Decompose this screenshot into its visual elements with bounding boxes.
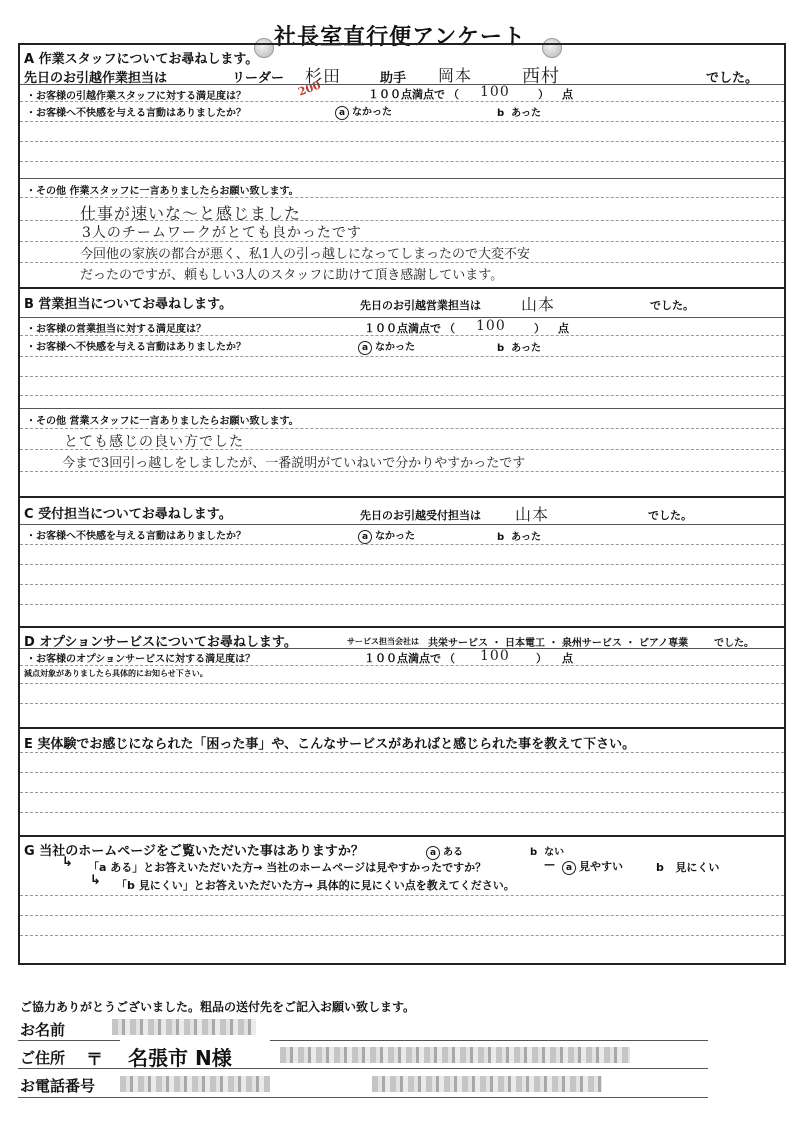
section-d-q1: ・お客様のオプションサービスに対する満足度は？ xyxy=(26,654,256,665)
circle-a-mark: a xyxy=(426,846,440,860)
section-g-sub1-dash: — xyxy=(544,858,555,871)
section-d-q2: 減点対象がありましたら具体的にお知らせ下さい。 xyxy=(24,669,208,678)
section-g-sub1-a[interactable]: a 見やすい xyxy=(562,858,623,875)
assistant-name-1: 岡本 xyxy=(438,66,473,85)
section-b-opt-a[interactable]: a なかった xyxy=(358,338,415,355)
page-title: 社長室直行便アンケート xyxy=(274,25,526,50)
arrow-right-icon: ↳ xyxy=(62,855,73,870)
section-a-opt-b[interactable]: b あった xyxy=(497,108,542,119)
section-a-q2: ・お客様へ不快感を与える言動はありましたか？ xyxy=(26,108,246,119)
section-b-paren-close: ） xyxy=(534,322,545,335)
section-c-staff-intro: 先日のお引越受付担当は xyxy=(360,509,481,522)
section-a-comment-3: 今回他の家族の都合が悪く、私1人の引っ越しになってしまったので大変不安 xyxy=(80,247,531,262)
section-b-q2: ・お客様へ不快感を与える言動はありましたか？ xyxy=(26,342,246,353)
section-a-score-value: 100 xyxy=(480,84,510,100)
leader-name: 杉田 xyxy=(305,67,341,87)
name-redacted xyxy=(112,1019,256,1035)
section-c-staff-name: 山本 xyxy=(515,505,550,524)
section-g-sub2: 「b 見にくい」とお答えいただいた方→ 具体的に見にくい点を教えてください。 xyxy=(116,879,515,892)
section-d-paren-close: ） xyxy=(536,652,547,665)
section-a-q3: ・その他 作業スタッフに一言ありましたらお願い致します。 xyxy=(26,186,299,197)
section-a-comment-4: だったのですが、頼もしい3人のスタッフに助けて頂き感謝しています。 xyxy=(80,268,504,283)
footer-postal-mark: 〒 xyxy=(86,1050,103,1070)
section-b-deshita: でした。 xyxy=(650,299,694,312)
footer-address-label: ご住所 xyxy=(20,1049,66,1067)
section-d-company-label: サービス担当会社は xyxy=(347,637,419,646)
section-c-heading: C 受付担当についてお尋ねします。 xyxy=(24,507,232,522)
section-e-heading: E 実体験でお感じになられた「困った事」や、こんなサービスがあればと感じられた事を教えて下さい。 xyxy=(24,737,636,752)
section-g-opt-a[interactable]: a ある xyxy=(426,843,463,860)
section-a-point: 点 xyxy=(562,88,573,101)
section-g-heading: G 当社のホームページをご覧いただいた事はありますか？ xyxy=(24,844,364,859)
address-redacted xyxy=(280,1047,630,1063)
section-b-staff-name: 山本 xyxy=(521,295,556,314)
section-a-comment-2: 3人のチームワークがとても良かったです xyxy=(82,225,362,241)
section-b-paren-open: （ xyxy=(444,322,455,335)
circle-a-mark: a xyxy=(562,861,576,875)
section-a-comment-1: 仕事が速いな～と感じました xyxy=(80,204,302,223)
section-a-heading: A 作業スタッフについてお尋ねします。 xyxy=(24,52,259,67)
circle-a-mark: a xyxy=(358,530,372,544)
phone-redacted-2 xyxy=(372,1076,602,1092)
section-g-opt-b[interactable]: b ない xyxy=(530,847,565,858)
section-a-deshita: でした。 xyxy=(706,71,759,86)
section-a-opt-a[interactable]: a なかった xyxy=(335,103,392,120)
section-g-sub1-b[interactable]: b 見にくい xyxy=(656,861,720,874)
section-d-deshita: でした。 xyxy=(714,638,754,649)
leader-label: リーダー xyxy=(232,71,285,86)
section-b-q1: ・お客様の営業担当に対する満足度は？ xyxy=(26,324,206,335)
section-c-deshita: でした。 xyxy=(648,509,692,522)
section-b-score-label: １００点満点で xyxy=(364,322,441,335)
section-b-q3: ・その他 営業スタッフに一言ありましたらお願い致します。 xyxy=(26,416,299,427)
section-b-opt-b[interactable]: b あった xyxy=(497,343,542,354)
section-b-staff-intro: 先日のお引越営業担当は xyxy=(360,299,481,312)
section-a-paren-close: ） xyxy=(538,88,549,101)
footer-phone-label: お電話番号 xyxy=(20,1077,96,1095)
section-d-score-value: 100 xyxy=(480,648,510,664)
section-d-companies: 共栄サービス ・ 日本電工 ・ 泉州サービス ・ ピアノ専業 xyxy=(428,638,689,649)
section-a-staff-intro: 先日のお引越作業担当は xyxy=(24,71,168,86)
footer-address-value: 名張市 N様 xyxy=(128,1046,232,1070)
leader-stamp-number: 200 xyxy=(296,78,323,99)
arrow-right-icon: ↳ xyxy=(90,873,101,888)
assistant-label: 助手 xyxy=(380,71,407,86)
section-c-opt-a[interactable]: a なかった xyxy=(358,527,415,544)
section-c-opt-b[interactable]: b あった xyxy=(497,532,542,543)
circle-a-mark: a xyxy=(358,341,372,355)
section-d-point: 点 xyxy=(562,652,573,665)
section-a-paren-open: （ xyxy=(448,88,459,101)
section-g-sub1: 「a ある」とお答えいただいた方→ 当社のホームページは見やすかったですか？ xyxy=(88,861,487,874)
section-b-comment-2: 今まで3回引っ越しをしましたが、一番説明がていねいで分かりやすかったです xyxy=(62,456,526,471)
phone-redacted xyxy=(120,1076,270,1092)
section-d-paren-open: （ xyxy=(444,652,455,665)
section-b-score-value: 100 xyxy=(476,318,506,334)
circle-a-mark: a xyxy=(335,106,349,120)
section-a-q1: ・お客様の引越作業スタッフに対する満足度は？ xyxy=(26,91,246,102)
section-c-q1: ・お客様へ不快感を与える言動はありましたか？ xyxy=(26,531,246,542)
section-b-point: 点 xyxy=(558,322,569,335)
section-a-score-label: １００点満点で xyxy=(368,88,445,101)
section-b-heading: B 営業担当についてお尋ねします。 xyxy=(24,297,233,312)
assistant-name-2: 西村 xyxy=(522,66,560,87)
footer-name-label: お名前 xyxy=(20,1021,66,1039)
section-b-comment-1: とても感じの良い方でした xyxy=(64,434,244,450)
section-d-heading: D オプションサービスについてお尋ねします。 xyxy=(24,635,297,650)
section-d-score-label: １００点満点で xyxy=(364,652,441,665)
footer-thanks: ご協力ありがとうございました。粗品の送付先をご記入お願い致します。 xyxy=(20,1000,416,1014)
